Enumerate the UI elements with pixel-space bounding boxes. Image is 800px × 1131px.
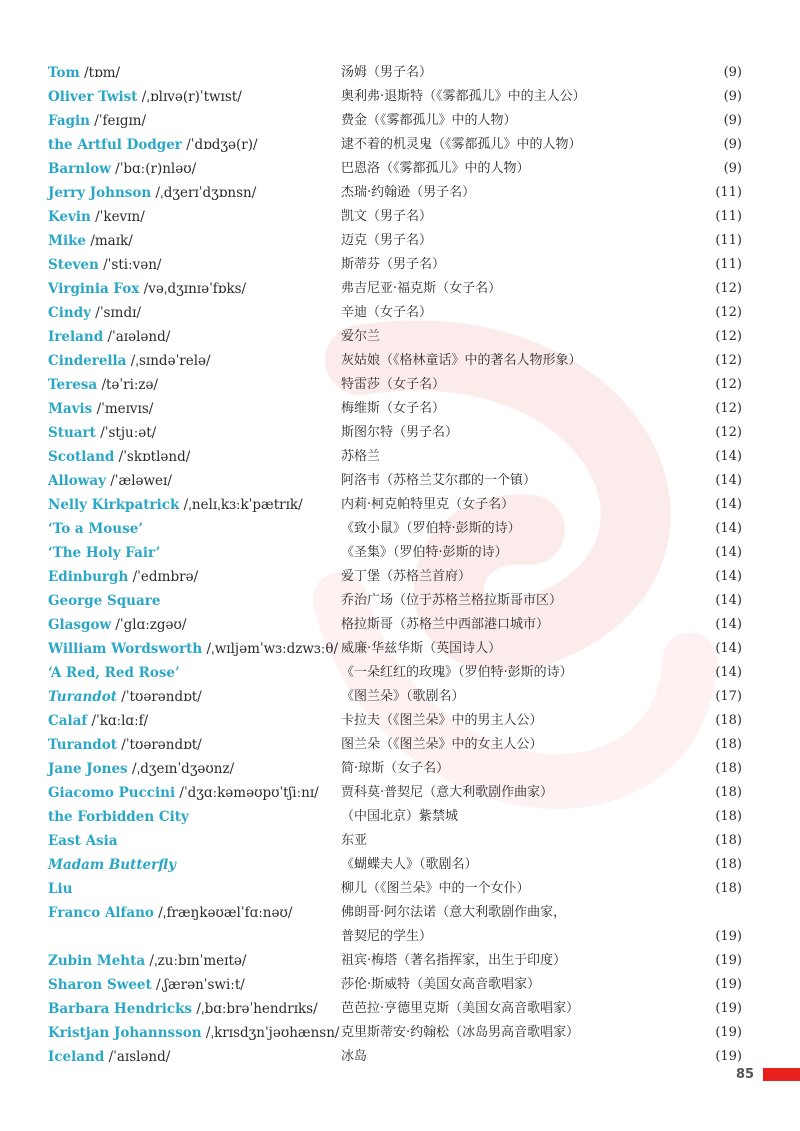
chinese-gloss: 格拉斯哥（苏格兰中西部港口城市） (341, 617, 550, 632)
page-reference: (11) (715, 185, 742, 200)
term-pronunciation: /ˌkrɪsdʒnˈjəʊhænsn/ (205, 1025, 340, 1041)
glossary-entry (0, 709, 800, 733)
chinese-gloss: 《圣集》（罗伯特·彭斯的诗） (341, 545, 508, 560)
chinese-gloss: 弗吉尼亚·福克斯（女子名） (341, 281, 502, 296)
page-reference: (18) (715, 737, 742, 752)
term (48, 757, 234, 781)
chinese-gloss: 芭芭拉·亨德里克斯（美国女高音歌唱家） (341, 1001, 580, 1016)
term-name: Franco Alfano (48, 905, 154, 921)
glossary-entry (0, 661, 800, 685)
term-pronunciation: /ˈdɒdʒə(r)/ (186, 137, 258, 153)
term-pronunciation: /ˈaɪələnd/ (107, 329, 171, 345)
page-reference: (14) (715, 641, 742, 656)
chinese-gloss: 柳儿（《图兰朵》中的一个女仆） (341, 881, 530, 896)
page-reference: (12) (715, 425, 742, 440)
chinese-gloss: 《蝴蝶夫人》（歌剧名） (341, 857, 478, 872)
glossary-entry (0, 157, 800, 181)
chinese-gloss: 《致小鼠》（罗伯特·彭斯的诗） (341, 521, 521, 536)
term (48, 949, 246, 973)
term-pronunciation: /ˌfræŋkəʊælˈfɑːnəʊ/ (158, 905, 293, 921)
chinese-gloss: 祖宾·梅塔（著名指挥家，出生于印度） (341, 953, 567, 968)
term-name: the Artful Dodger (48, 137, 182, 153)
term (48, 589, 160, 613)
term (48, 181, 256, 205)
chinese-gloss: 佛朗哥·阿尔法诺（意大利歌剧作曲家， (341, 905, 567, 920)
term (48, 709, 148, 733)
term (48, 685, 202, 709)
page-reference: (9) (723, 89, 742, 104)
page-number: 85 (736, 1067, 755, 1082)
term-name: Cinderella (48, 353, 127, 369)
term-name: Kristjan Johannsson (48, 1025, 202, 1041)
page-reference: (12) (715, 329, 742, 344)
page-reference: (11) (715, 233, 742, 248)
term-name: Iceland (48, 1049, 105, 1065)
page-reference: (12) (715, 377, 742, 392)
term-name: Edinburgh (48, 569, 129, 585)
term-name: Cindy (48, 305, 91, 321)
term (48, 349, 211, 373)
chinese-gloss: 汤姆（男子名） (341, 65, 433, 80)
page-reference: (18) (715, 809, 742, 824)
term-pronunciation: /ˈskɒtlənd/ (118, 449, 191, 465)
term (48, 61, 120, 85)
term-name: Glasgow (48, 617, 112, 633)
glossary-entry (0, 325, 800, 349)
chinese-gloss: 图兰朵（《图兰朵》中的女主人公） (341, 737, 543, 752)
glossary-entry (0, 133, 800, 157)
glossary-entry (0, 253, 800, 277)
term-pronunciation: /ˌzuːbɪnˈmeɪtə/ (149, 953, 247, 969)
term (48, 733, 202, 757)
chinese-gloss: 爱尔兰 (341, 329, 381, 344)
term-name: Teresa (48, 377, 98, 393)
glossary-entry (0, 589, 800, 613)
page-reference: (19) (715, 977, 742, 992)
term-pronunciation: /vəˌdʒɪnɪəˈfɒks/ (143, 281, 247, 297)
glossary-entry (0, 565, 800, 589)
term-name: Steven (48, 257, 99, 273)
page-reference: (18) (715, 833, 742, 848)
term-pronunciation: /ˈtʊərəndɒt/ (121, 737, 202, 753)
glossary-entry (0, 997, 800, 1021)
term-name: ‘The Holy Fair’ (48, 545, 161, 561)
term-pronunciation: /ˌɒlɪvə(r)ˈtwɪst/ (141, 89, 242, 105)
page-reference: (14) (715, 449, 742, 464)
term-name: East Asia (48, 833, 118, 849)
glossary-entry (0, 229, 800, 253)
chinese-gloss: 莎伦·斯威特（美国女高音歌唱家） (341, 977, 541, 992)
term-pronunciation: /ˈtʊərəndɒt/ (121, 689, 202, 705)
page-reference: (18) (715, 857, 742, 872)
page-reference: (14) (715, 569, 742, 584)
term-name: Alloway (48, 473, 106, 489)
glossary-entry (0, 733, 800, 757)
chinese-gloss: （中国北京）紫禁城 (341, 809, 459, 824)
glossary-entry (0, 349, 800, 373)
chinese-gloss: 乔治广场（位于苏格兰格拉斯哥市区） (341, 593, 563, 608)
term-pronunciation: /ˈstjuːət/ (100, 425, 157, 441)
glossary-entry (0, 757, 800, 781)
term (48, 373, 158, 397)
term (48, 325, 170, 349)
chinese-gloss: 灰姑娘（《格林童话》中的著名人物形象） (341, 353, 582, 368)
page-reference: (19) (715, 1001, 742, 1016)
glossary-entry (0, 949, 800, 973)
page-reference: (9) (723, 137, 742, 152)
term (48, 229, 133, 253)
term-pronunciation: /ˌbɑːbrəˈhendrɪks/ (196, 1001, 318, 1017)
page-reference: (14) (715, 521, 742, 536)
term (48, 901, 292, 925)
page-reference: (19) (715, 929, 742, 944)
page-reference: (12) (715, 305, 742, 320)
glossary-entry (0, 181, 800, 205)
term-name: Fagin (48, 113, 90, 129)
term (48, 805, 189, 829)
chinese-gloss: 斯蒂芬（男子名） (341, 257, 446, 272)
term-name: Giacomo Puccini (48, 785, 176, 801)
chinese-gloss: 《图兰朵》（歌剧名） (341, 689, 465, 704)
term (48, 613, 186, 637)
chinese-gloss: 冰岛 (341, 1049, 368, 1064)
chinese-gloss: 威廉·华兹华斯（英国诗人） (341, 641, 502, 656)
glossary-entry (0, 901, 800, 944)
chinese-gloss: 特雷莎（女子名） (341, 377, 446, 392)
chinese-gloss: 内莉·柯克帕特里克（女子名） (341, 497, 515, 512)
term-name: Liu (48, 881, 73, 897)
glossary-entry (0, 613, 800, 637)
glossary-entry (0, 301, 800, 325)
term (48, 877, 72, 901)
term-pronunciation: /ˈglɑːzgəʊ/ (115, 617, 187, 633)
term-name: Barnlow (48, 161, 111, 177)
page-reference: (14) (715, 497, 742, 512)
glossary-entry (0, 373, 800, 397)
page-reference: (14) (715, 617, 742, 632)
page-reference: (17) (715, 689, 742, 704)
term-name: Stuart (48, 425, 96, 441)
glossary-entry (0, 445, 800, 469)
page-reference: (19) (715, 1049, 742, 1064)
term-pronunciation: /ˌwɪljəmˈwɜːdzwɜːθ/ (206, 641, 338, 657)
glossary-entry (0, 109, 800, 133)
glossary-entry (0, 877, 800, 901)
page-reference: (12) (715, 401, 742, 416)
term-name: Ireland (48, 329, 104, 345)
term-name: Madam Butterfly (48, 857, 176, 873)
term-pronunciation: /tɒm/ (84, 65, 121, 81)
term-name: Kevin (48, 209, 91, 225)
chinese-gloss: 苏格兰 (341, 449, 381, 464)
term (48, 565, 198, 589)
term (48, 517, 143, 541)
term (48, 397, 153, 421)
term-name: Turandot (48, 689, 117, 705)
term-name: Jane Jones (48, 761, 128, 777)
term-pronunciation: /ˌnelɪˌkɜːkˈpætrɪk/ (183, 497, 303, 513)
glossary-entry (0, 1021, 800, 1045)
term (48, 253, 161, 277)
term-name: Turandot (48, 737, 117, 753)
term-name: William Wordsworth (48, 641, 203, 657)
chinese-gloss: 杰瑞·约翰逊（男子名） (341, 185, 476, 200)
term (48, 541, 160, 565)
term (48, 1045, 170, 1069)
chinese-gloss: 阿洛韦（苏格兰艾尔郡的一个镇） (341, 473, 537, 488)
term-pronunciation: /ˌsɪndəˈrelə/ (130, 353, 211, 369)
term (48, 421, 156, 445)
chinese-gloss: 迈克（男子名） (341, 233, 433, 248)
term (48, 301, 141, 325)
chinese-gloss: 简·琼斯（女子名） (341, 761, 450, 776)
term-name: Zubin Mehta (48, 953, 146, 969)
page-reference: (14) (715, 593, 742, 608)
term-name: ‘To a Mouse’ (48, 521, 144, 537)
page-reference: (11) (715, 209, 742, 224)
term-pronunciation: /ˈstiːvən/ (103, 257, 162, 273)
page-number-bar (763, 1068, 800, 1081)
page-reference: (14) (715, 545, 742, 560)
term-pronunciation: /ˈdʒɑːkəməʊpʊˈtʃiːnɪ/ (179, 785, 319, 801)
glossary-entry (0, 205, 800, 229)
term (48, 637, 338, 661)
term-pronunciation: /maɪk/ (90, 233, 133, 249)
term-name: Mike (48, 233, 87, 249)
glossary-entry (0, 85, 800, 109)
term-pronunciation: /ˌʃærənˈswiːt/ (156, 977, 245, 993)
term (48, 997, 318, 1021)
glossary-entry (0, 493, 800, 517)
page-reference: (9) (723, 65, 742, 80)
term-pronunciation: /ˈedɪnbrə/ (132, 569, 199, 585)
glossary-entry (0, 469, 800, 493)
term-pronunciation: /ˌdʒerɪˈdʒɒnsn/ (155, 185, 257, 201)
term-pronunciation: /ˈaɪslənd/ (108, 1049, 171, 1065)
chinese-gloss: 逮不着的机灵鬼（《雾都孤儿》中的人物） (341, 137, 582, 152)
glossary-entry (0, 781, 800, 805)
page-reference: (18) (715, 785, 742, 800)
page-reference: (18) (715, 881, 742, 896)
term-pronunciation: /ˈæləweɪ/ (110, 473, 172, 489)
term-name: Sharon Sweet (48, 977, 152, 993)
chinese-gloss: 斯图尔特（男子名） (341, 425, 459, 440)
chinese-gloss: 东亚 (341, 833, 368, 848)
term-pronunciation: /ˈbɑː(r)nləʊ/ (115, 161, 197, 177)
term (48, 445, 190, 469)
page-reference: (14) (715, 473, 742, 488)
term-pronunciation: /təˈriːzə/ (101, 377, 159, 393)
term (48, 85, 242, 109)
page-reference: (14) (715, 665, 742, 680)
term-pronunciation: /ˌdʒeɪnˈdʒəʊnz/ (131, 761, 235, 777)
page-reference: (9) (723, 113, 742, 128)
term-name: the Forbidden City (48, 809, 189, 825)
term (48, 277, 246, 301)
glossary-entry (0, 685, 800, 709)
term (48, 469, 172, 493)
term-name: ‘A Red, Red Rose’ (48, 665, 180, 681)
chinese-gloss: 辛迪（女子名） (341, 305, 433, 320)
chinese-gloss: 巴恩洛（《雾都孤儿》中的人物） (341, 161, 530, 176)
page-reference: (18) (715, 713, 742, 728)
term (48, 853, 176, 877)
term (48, 973, 245, 997)
term (48, 661, 180, 685)
glossary-entry (0, 397, 800, 421)
term-pronunciation: /ˈkɑːlɑːf/ (91, 713, 149, 729)
chinese-gloss-continued: 普契尼的学生） (341, 929, 433, 944)
chinese-gloss: 梅维斯（女子名） (341, 401, 446, 416)
term-name: Mavis (48, 401, 93, 417)
term-pronunciation: /ˈkevɪn/ (95, 209, 145, 225)
chinese-gloss: 爱丁堡（苏格兰首府） (341, 569, 472, 584)
glossary-entry (0, 541, 800, 565)
term (48, 829, 118, 853)
glossary-entry (0, 973, 800, 997)
term-name: George Square (48, 593, 161, 609)
page-reference: (12) (715, 353, 742, 368)
term-name: Oliver Twist (48, 89, 138, 105)
glossary-entry (0, 853, 800, 877)
glossary-entry (0, 1045, 800, 1069)
glossary-entry (0, 421, 800, 445)
glossary-entry (0, 277, 800, 301)
term-name: Jerry Johnson (48, 185, 152, 201)
glossary-entry (0, 829, 800, 853)
term (48, 205, 145, 229)
chinese-gloss: 凯文（男子名） (341, 209, 433, 224)
term-pronunciation: /ˈmeɪvɪs/ (96, 401, 154, 417)
page-reference: (19) (715, 1025, 742, 1040)
term-name: Barbara Hendricks (48, 1001, 193, 1017)
page-reference: (11) (715, 257, 742, 272)
term (48, 157, 196, 181)
page-reference: (18) (715, 761, 742, 776)
term-pronunciation: /ˈfeɪgɪn/ (94, 113, 147, 129)
page-reference: (9) (723, 161, 742, 176)
term (48, 493, 303, 517)
term-pronunciation: /ˈsɪndɪ/ (95, 305, 141, 321)
glossary-entry (0, 61, 800, 85)
glossary-entry (0, 805, 800, 829)
page-reference: (19) (715, 953, 742, 968)
chinese-gloss: 费金（《雾都孤儿》中的人物） (341, 113, 517, 128)
term (48, 109, 146, 133)
term-name: Tom (48, 65, 80, 81)
term-name: Virginia Fox (48, 281, 140, 297)
glossary-entry (0, 517, 800, 541)
page-reference: (12) (715, 281, 742, 296)
glossary-entry (0, 637, 800, 661)
term-name: Scotland (48, 449, 115, 465)
term (48, 133, 258, 157)
chinese-gloss: 克里斯蒂安·约翰松（冰岛男高音歌唱家） (341, 1025, 580, 1040)
chinese-gloss: 奥利弗·退斯特（《雾都孤儿》中的主人公） (341, 89, 586, 104)
term (48, 781, 319, 805)
term-name: Nelly Kirkpatrick (48, 497, 180, 513)
term (48, 1021, 339, 1045)
chinese-gloss: 卡拉夫（《图兰朵》中的男主人公） (341, 713, 543, 728)
term-name: Calaf (48, 713, 88, 729)
chinese-gloss: 贾科莫·普契尼（意大利歌剧作曲家） (341, 785, 554, 800)
chinese-gloss: 《一朵红红的玫瑰》（罗伯特·彭斯的诗） (341, 665, 573, 680)
